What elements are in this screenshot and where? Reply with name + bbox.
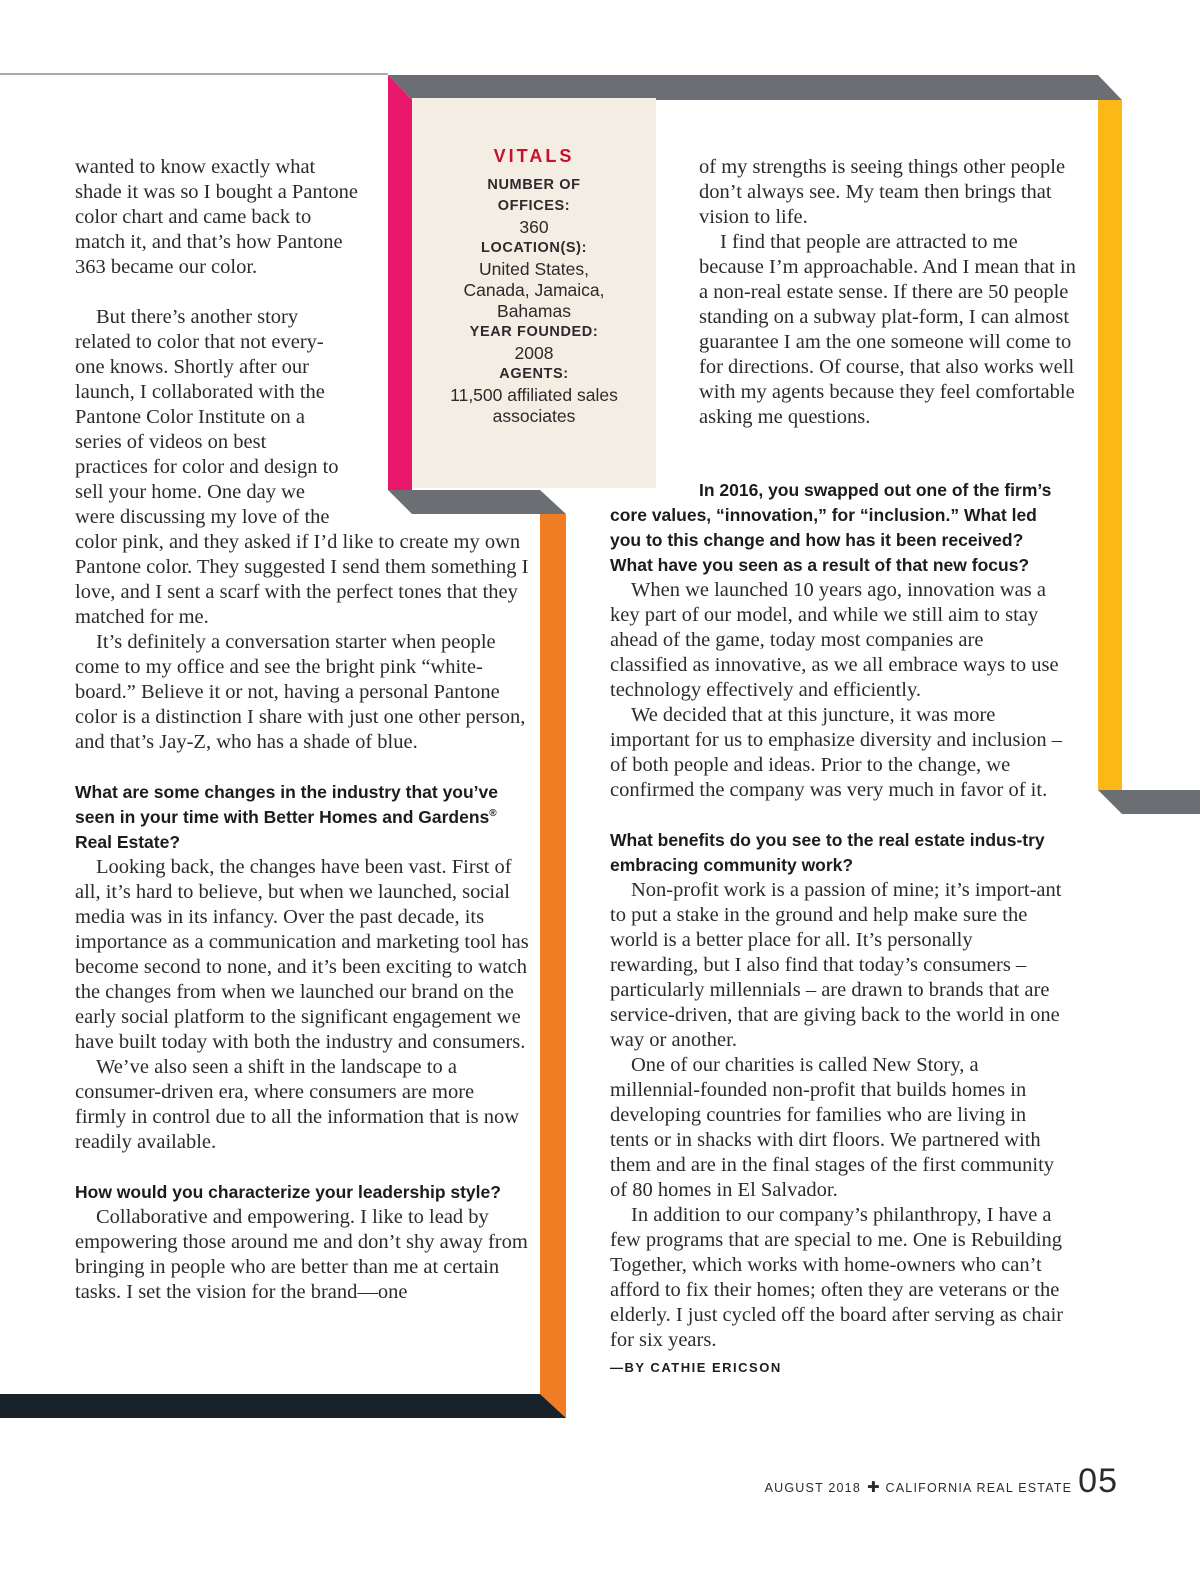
vitals-title: VITALS bbox=[493, 146, 575, 166]
paragraph: We’ve also seen a shift in the landscape to a consumer-driven era, where consumers are more firmly in control due to all the information that is now readily available. bbox=[75, 1056, 520, 1153]
vitals-offices-label: NUMBER OF OFFICES: bbox=[487, 177, 581, 214]
wrap-spacer bbox=[340, 305, 530, 530]
question-heading: What benefits do you see to the real estate indus-try embracing community work? bbox=[610, 830, 1045, 875]
paragraph: wanted to know exactly what shade it was so I bought a Pantone color chart and came back to match it, and that’s how Pantone 363 became our color. bbox=[75, 156, 358, 278]
paragraph: Looking back, the changes have been vast. First of all, it’s hard to believe, but when we launched, social media was in its infancy. Over the past decade, its importance as a communication and marketing tool has become second to none, and it’s been exciting to watch the changes from when we launched our brand on the early social platform to the significant engagement we have built today with both the industry and consumers. bbox=[75, 856, 529, 1053]
paragraph: It’s definitely a conversation starter when people come to my office and see the bright pink “white-board.” Believe it or not, having a personal Pantone color is a distinction I share with just one other person, and that’s Jay-Z, who has a shade of blue. bbox=[75, 631, 526, 753]
paragraph: Non-profit work is a passion of mine; it’s import-ant to put a stake in the ground and help make sure the world is a better place for all. It’s personally rewarding, but I also find that today’s consumers – particularly millennials – are drawn to brands that are service-driven, that are giving back to the world in one way or another. bbox=[610, 879, 1062, 1051]
plus-icon: ✚ bbox=[866, 1479, 880, 1496]
yellow-bar bbox=[1098, 100, 1122, 790]
question-heading: How would you characterize your leadership style? bbox=[75, 1182, 501, 1202]
paragraph: In addition to our company’s philanthropy, I have a few programs that are special to me. One is Rebuilding Together, which works with home-owners who can’t afford to fix their homes; often they are veterans or the elderly. I just cycled off the board after serving as chair for six years. bbox=[610, 1204, 1064, 1351]
paragraph: I find that people are attracted to me because I’m approachable. And I mean that in a non-real estate sense. If there are 50 people standing on a subway plat-form, I can almost guarantee I am the one someone will come to for directions. Of course, that also works well with my agents because they feel comfortable asking me questions. bbox=[699, 231, 1076, 428]
paragraph: We decided that at this juncture, it was more important for us to emphasize diversity and inclusion – of both people and ideas. Prior to the change, we confirmed the company was very much in favor of it. bbox=[610, 704, 1063, 801]
question-heading: In 2016, you swapped out one of the firm’s core values, “innovation,” for “inclusion.” What led you to this change and how has it been received? What have you seen as a result of that new focus? bbox=[610, 480, 1052, 575]
top-gray-bar bbox=[388, 75, 1122, 100]
right-gray-bar bbox=[1098, 790, 1200, 814]
vitals-founded-label: YEAR FOUNDED: bbox=[469, 324, 599, 340]
question-text: What are some changes in the industry that you’ve seen in your time with Better Homes and Gardens bbox=[75, 782, 499, 827]
paragraph: When we launched 10 years ago, innovation was a key part of our model, and while we still aim to stay ahead of the game, today most companies are classified as innovative, as we all embrace ways to use technology effectively and efficiently. bbox=[610, 579, 1059, 701]
paragraph: of my strengths is seeing things other people don’t always see. My team then brings that vision to life. bbox=[699, 156, 1066, 228]
paragraph: But there’s another story related to color that not every-one knows. Shortly after our launch, I collaborated with the Pantone Color Institute on a series of videos on best practices for color and design to sell your home. One day we were discussing my love of the color pink, and they asked if I’d like to create my own Pantone color. They suggested I send them something I love, and I sent a scarf with the perfect tones that they matched for me. bbox=[75, 306, 529, 628]
question-heading bbox=[75, 780, 510, 855]
footer-publication: CALIFORNIA REAL ESTATE bbox=[885, 1481, 1073, 1495]
vitals-offices-value: 360 bbox=[519, 217, 549, 237]
left-column-top bbox=[75, 155, 365, 280]
vitals-agents-label: AGENTS: bbox=[499, 366, 569, 382]
page-number: 05 bbox=[1078, 1462, 1118, 1500]
page-footer bbox=[765, 1462, 1118, 1501]
footer-issue: AUGUST 2018 bbox=[764, 1481, 861, 1495]
paragraph: Collaborative and empowering. I like to lead by empowering those around me and don’t shy away from bringing in people who are better than me at certain tasks. I set the vision for the brand—one bbox=[75, 1206, 528, 1303]
bottom-navy-bar bbox=[0, 1394, 566, 1418]
vitals-locations-value: United States, Canada, Jamaica, Bahamas bbox=[463, 259, 605, 321]
vitals-founded-value: 2008 bbox=[514, 343, 554, 363]
byline: —BY CATHIE ERICSON bbox=[610, 1360, 782, 1375]
right-column-top bbox=[699, 155, 1084, 430]
vitals-agents-value: 11,500 affiliated sales associates bbox=[450, 385, 618, 426]
left-column-body bbox=[75, 305, 530, 1305]
right-column-body bbox=[610, 478, 1065, 1380]
registered-mark: ® bbox=[489, 808, 497, 820]
question-text: Real Estate? bbox=[75, 832, 181, 852]
vitals-locations-label: LOCATION(S): bbox=[481, 240, 587, 256]
orange-bar bbox=[540, 514, 566, 1418]
paragraph: One of our charities is called New Story, a millennial-founded non-profit that builds homes in developing countries for families who are living in tents or in shacks with dirt floors. We partnered with them and are in the final stages of the first community of 80 homes in El Salvador. bbox=[610, 1054, 1055, 1201]
